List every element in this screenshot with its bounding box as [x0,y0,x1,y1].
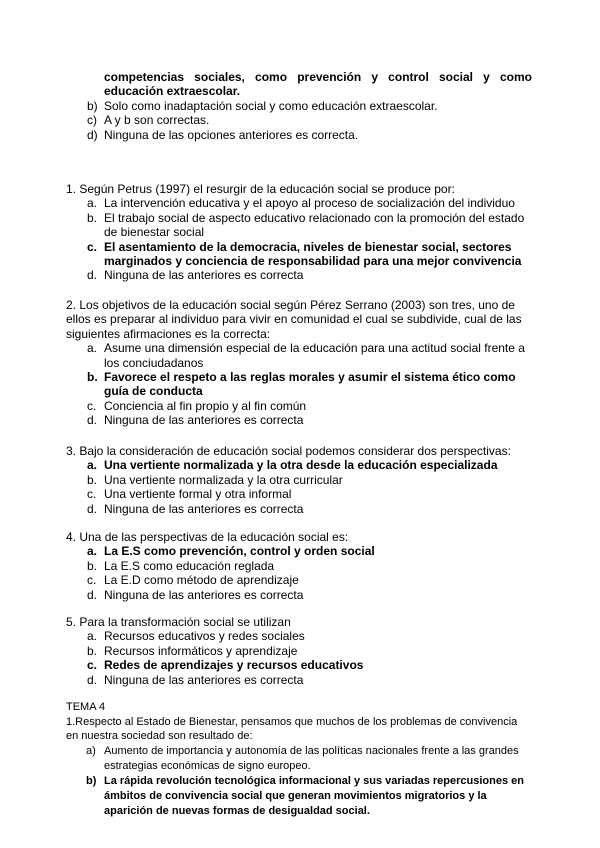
option-label: a. [87,458,98,473]
question-stem: 1. Según Petrus (1997) el resurgir de la educación social se produce por: [66,182,455,196]
option-text: Ninguna de las anteriores es correcta [104,501,304,516]
option-text: La E.S como educación reglada [104,558,275,573]
option-label: c. [87,487,97,502]
option-label: a) [86,745,96,758]
option-text: Recursos educativos y redes sociales [104,629,305,644]
prev-option-text: Solo como inadaptación social y como educación extraescolar. [104,99,438,113]
option-text: Una vertiente normalizada y la otra curricular [104,472,343,487]
prev-correct-line-2: educación extraescolar. [104,84,241,98]
option-text: La E.D como método de aprendizaje [104,573,299,588]
correct-option-text: La E.S como prevención, control y orden social [104,544,375,559]
option-text: Ninguna de las anteriores es correcta [104,268,304,283]
correct-option-text: Redes de aprendizajes y recursos educativos [104,658,364,673]
option-text: Ninguna de las anteriores es correcta [104,672,304,687]
option-label: b. [87,558,98,573]
option-text: los conciudadanos [104,355,204,370]
correct-option-text: El asentamiento de la democracia, niveles de bienestar social, sectores [104,239,512,254]
correct-option-text: Una vertiente normalizada y la otra desde la educación especializada [104,458,498,473]
option-label: c. [87,398,97,413]
option-text: La intervención educativa y el apoyo al proceso de socialización del individuo [104,196,515,211]
option-label: a. [87,544,98,559]
prev-option-text: Ninguna de las opciones anteriores es correcta. [104,128,359,142]
question-stem: 4. Una de las perspectivas de la educación social es: [66,530,349,544]
question-stem: en nuestra sociedad son resultado de: [66,729,253,742]
correct-option-text: La rápida revolución tecnológica informacional y sus variadas repercusiones en [104,775,524,787]
option-label: d. [87,672,98,687]
prev-option-label: b) [87,99,98,113]
correct-option-text: ámbitos de convivencia social que generan movimientos migratorios y la [104,789,487,802]
option-label: a. [87,196,98,211]
question-stem: ellos es preparar al individuo para vivir en comunidad el cual se subdivide, cual de las [66,312,522,327]
prev-option-text: A y b son correctas. [104,113,210,127]
option-label: d. [87,587,98,602]
option-text: Ninguna de las anteriores es correcta [104,413,304,428]
section-heading: TEMA 4 [66,701,106,713]
option-label: a. [87,341,98,356]
option-text: Recursos informáticos y aprendizaje [104,643,298,658]
correct-option-text: guía de conducta [104,384,203,399]
option-label: b. [87,472,98,487]
option-text: de bienestar social [104,225,205,240]
option-label: d. [87,268,98,283]
option-label: a. [87,629,98,644]
correct-option-text: marginados y conciencia de responsabilidad para una mejor convivencia [104,254,522,268]
option-label: b. [87,370,98,384]
option-text: Una vertiente formal y otra informal [104,487,292,502]
option-label: d. [87,501,98,516]
prev-option-label: d) [87,128,98,142]
option-label: b) [86,775,97,787]
question-stem: siguientes afirmaciones es la correcta: [66,326,271,341]
option-label: c. [87,658,98,673]
option-label: c. [87,573,97,588]
option-label: b. [87,643,98,658]
option-text: El trabajo social de aspecto educativo relacionado con la promoción del estado [104,210,525,225]
prev-correct-line-1: competencias sociales, como prevención y control social y como [104,70,532,84]
option-label: c. [87,239,98,254]
correct-option-text: aparición de nuevas formas de desigualdad social. [104,804,370,817]
option-label: d. [87,413,98,428]
question-stem: 1.Respecto al Estado de Bienestar, pensamos que muchos de los problemas de convivencia [66,715,518,728]
correct-option-text: Favorece el respeto a las reglas morales y asumir el sistema ético como [104,370,516,384]
question-stem: 2. Los objetivos de la educación social según Pérez Serrano (2003) son tres, uno de [66,298,515,312]
prev-option-label: c) [87,113,97,127]
question-stem: 5. Para la transformación social se utilizan [66,615,291,629]
option-text: Conciencia al fin propio y al fin común [104,398,307,413]
option-text: Aumento de importancia y autonomía de las políticas nacionales frente a las grandes [104,745,519,758]
option-text: estrategias económicas de signo europeo. [104,760,311,773]
option-text: Asume una dimensión especial de la educación para una actitud social frente a [104,341,525,356]
option-text: Ninguna de las anteriores es correcta [104,587,304,602]
option-label: b. [87,210,98,225]
question-stem: 3. Bajo la consideración de educación social podemos considerar dos perspectivas: [66,444,511,458]
